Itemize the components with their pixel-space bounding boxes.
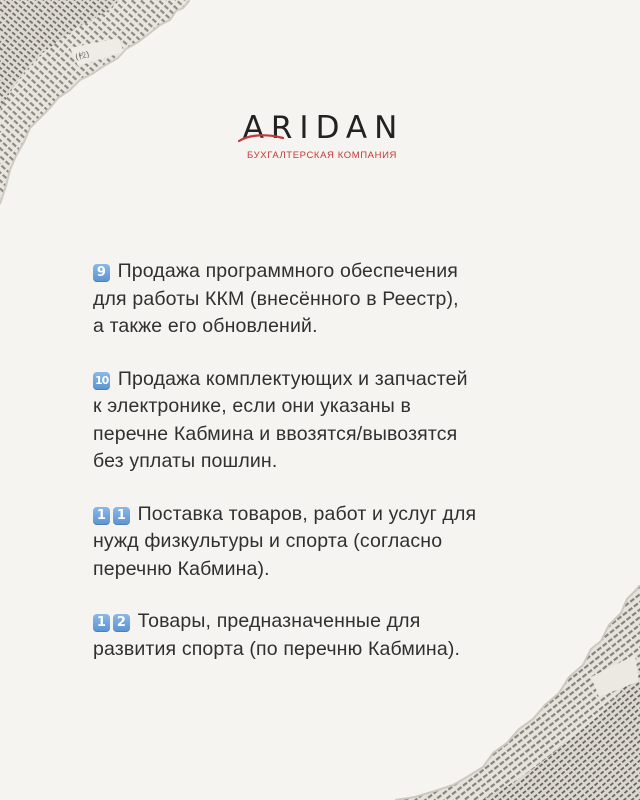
svg-text:(校): (校) <box>74 49 91 62</box>
list-item-text: 9 Продажа программного обеспечения для работы ККМ (внесённого в Реестр), а также его обновлений. <box>93 260 459 337</box>
keycap-number-icon: 1 <box>93 614 110 632</box>
logo-accent-mark-icon <box>238 132 284 146</box>
keycap-number-icon: 1 <box>93 507 110 525</box>
list-item-text: 1 2 Товары, предназначенные для развития спорта (по перечню Кабмина). <box>93 610 461 660</box>
list-item-text: 1 1 Поставка товаров, работ и услуг для нужд физкультуры и спорта (согласно перечню Кабмина). <box>93 502 477 580</box>
keycap-number-icon: 2 <box>113 614 130 632</box>
list-item <box>93 258 593 341</box>
services-list <box>93 258 593 688</box>
list-item <box>93 608 593 663</box>
list-item <box>93 366 593 476</box>
keycap-number-icon: 9 <box>93 264 110 282</box>
list-item-text: 10 Продажа комплектующих и запчастей к электронике, если они указаны в перечне Кабмина и ввозятся/вывозятся без уплаты пошлин. <box>93 367 468 472</box>
brand-name: ARIDAN <box>236 110 405 146</box>
keycap-number-icon: 1 <box>113 507 130 525</box>
list-item <box>93 501 593 584</box>
brand-tagline: БУХГАЛТЕРСКАЯ КОМПАНИЯ <box>247 150 397 161</box>
keycap-number-icon: 10 <box>93 372 110 390</box>
brand-logo <box>0 110 640 161</box>
newspaper-corner-top-left <box>0 0 190 205</box>
